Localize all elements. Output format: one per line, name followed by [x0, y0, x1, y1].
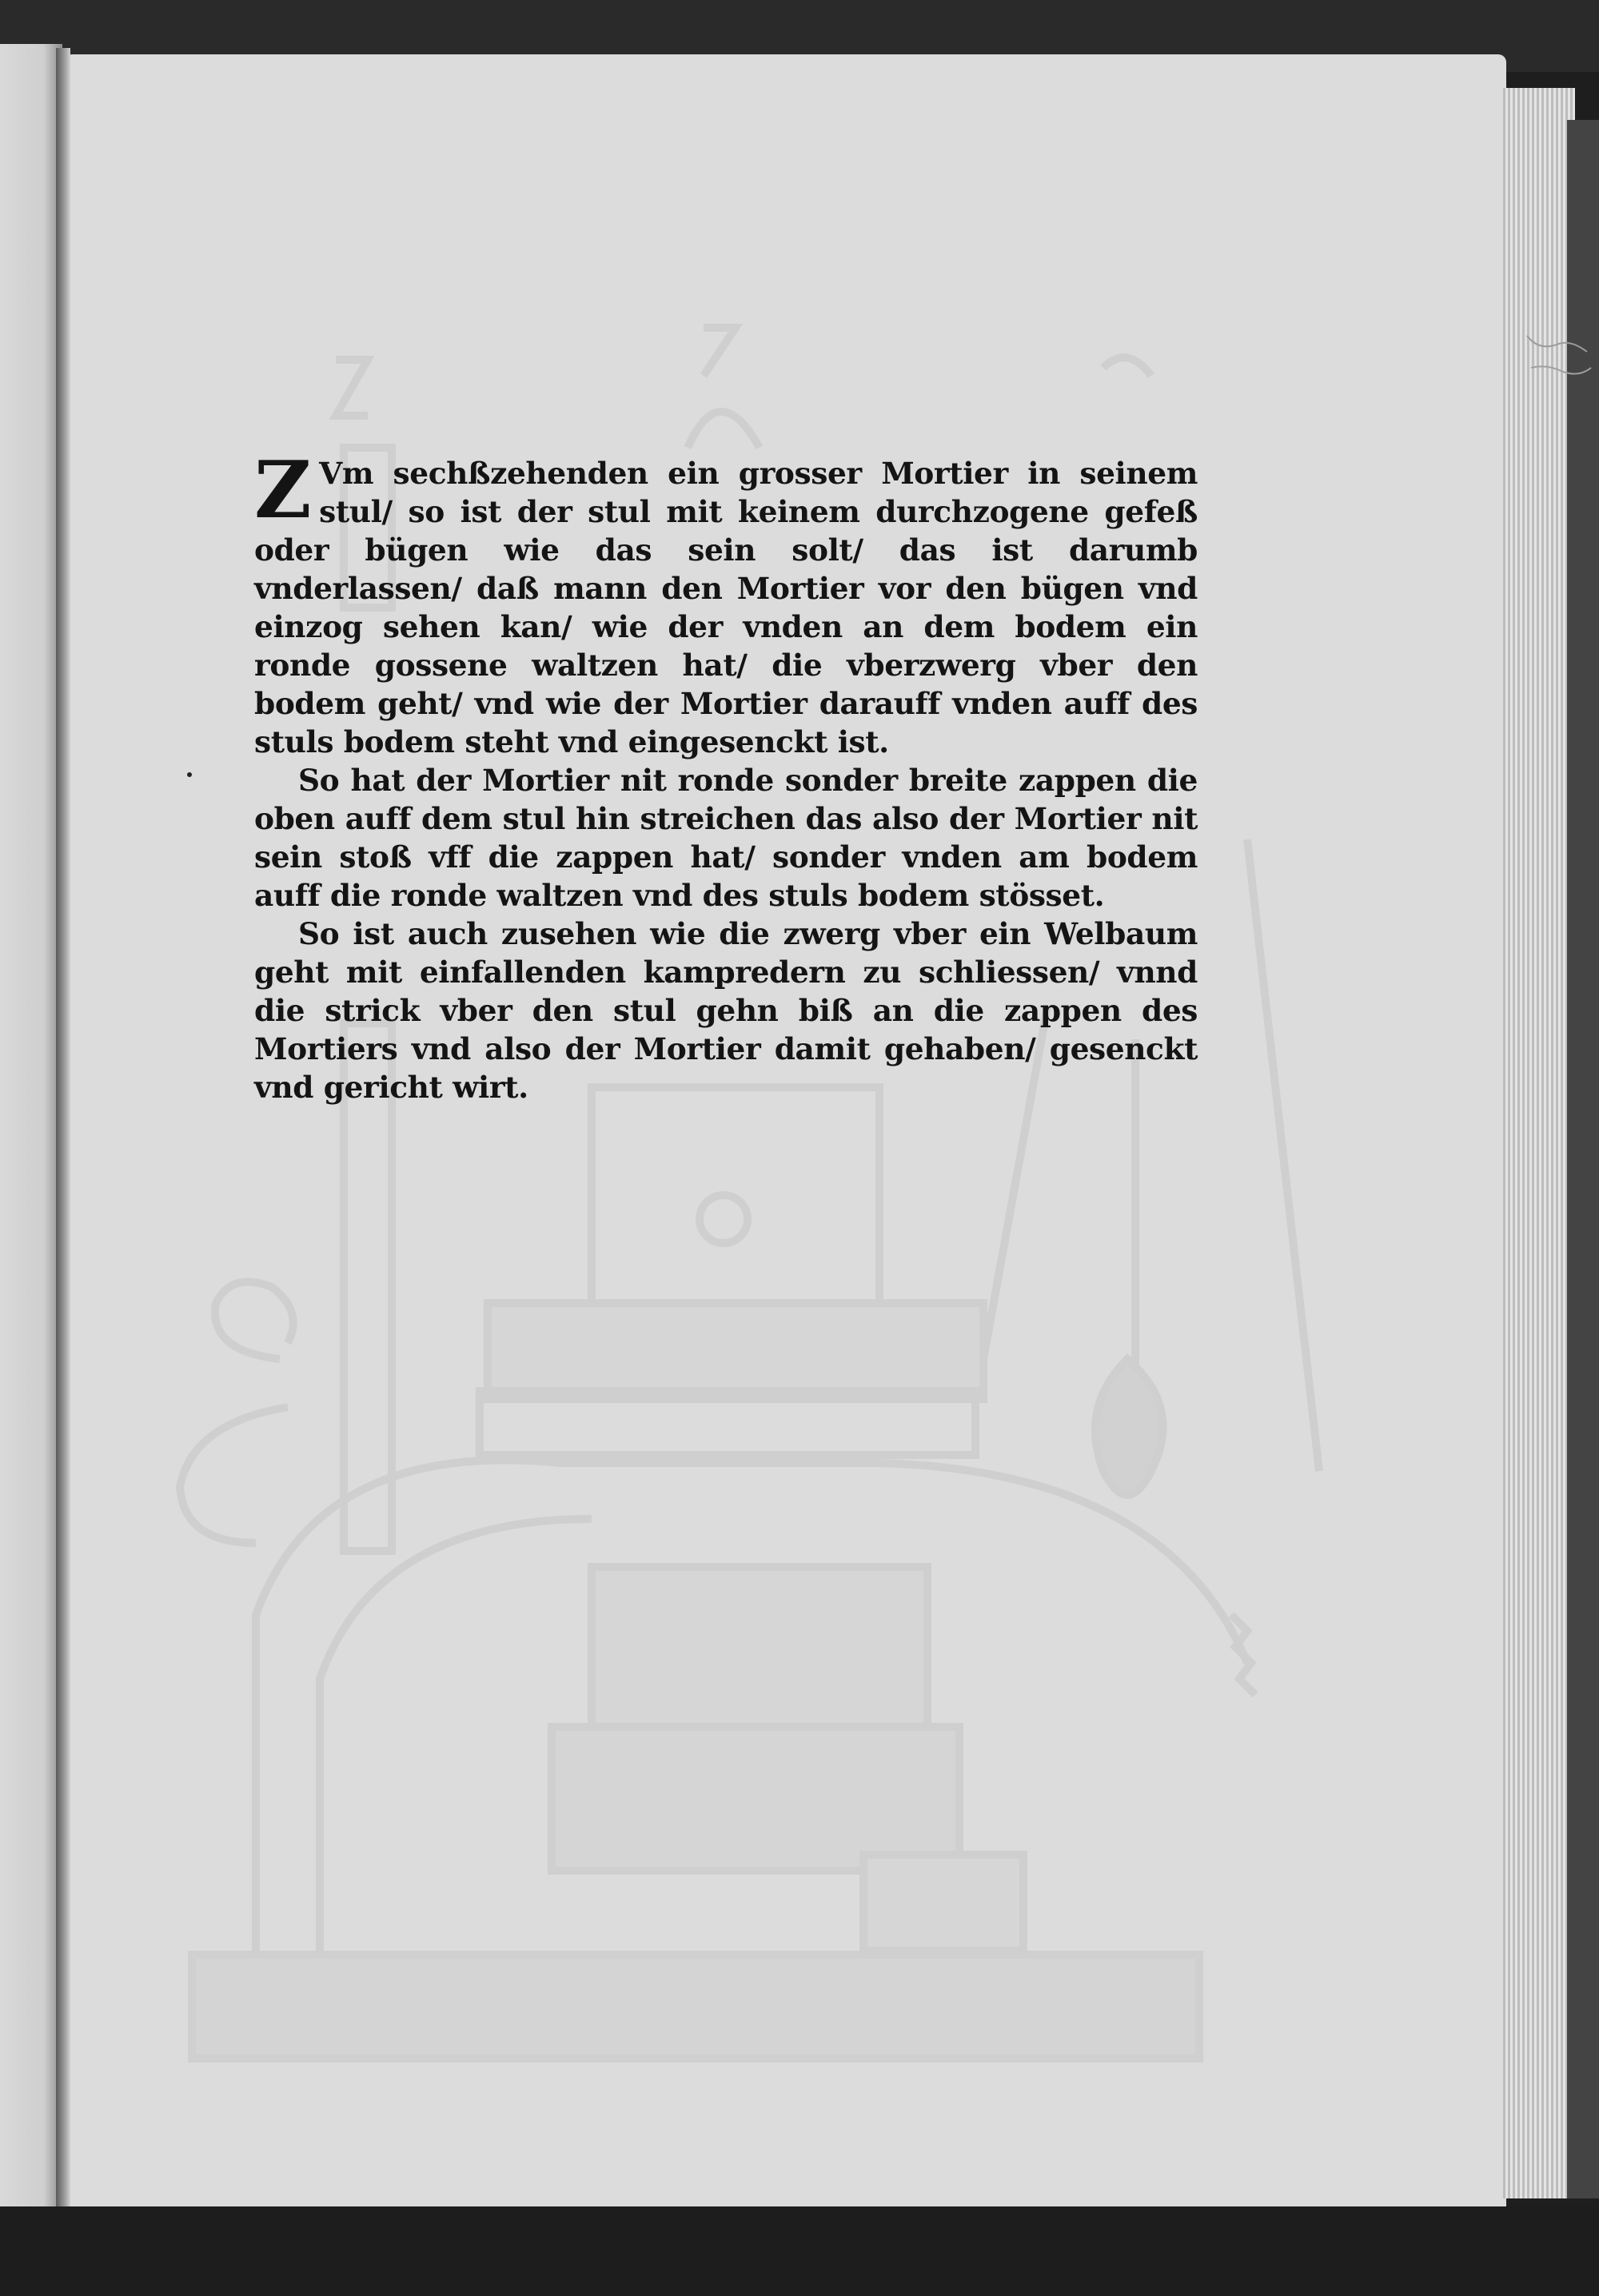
paragraph-2: So hat der Mortier nit ronde sonder breite zappen die oben auff dem stul hin streichen das also der Mortier nit sein stoß vff die zappen hat/ sonder vnden am bodem auff die ronde waltzen vnd des stuls bodem stösset. — [254, 763, 1198, 913]
body-text — [254, 444, 1198, 1106]
paragraph-1 — [254, 444, 1198, 761]
drop-cap: Z — [254, 444, 312, 536]
paragraph-1-text: Vm sechßzehenden ein grosser Mortier in seinem stul/ so ist der stul mit keinem durchzogene gefeß oder bügen wie das sein solt/ das ist darumb vnderlassen/ daß mann den Mortier vor den bügen vnd einzog sehen kan/ wie der vnden an dem bodem ein ronde gossene waltzen hat/ die vberzwerg vber den bodem geht/ vnd wie der Mortier darauff vnden auff des stuls bodem steht vnd eingesenckt ist. — [254, 456, 1198, 759]
ink-speck — [187, 772, 192, 777]
pencil-marginalia — [1523, 320, 1595, 392]
paragraph-3: So ist auch zusehen wie die zwerg vber ein Welbaum geht mit einfallenden kampredern zu schliessen/ vnnd die strick vber den stul gehn biß an die zappen des Mortiers vnd also der Mortier damit gehaben/ gesenckt vnd gericht wirt. — [254, 916, 1198, 1105]
